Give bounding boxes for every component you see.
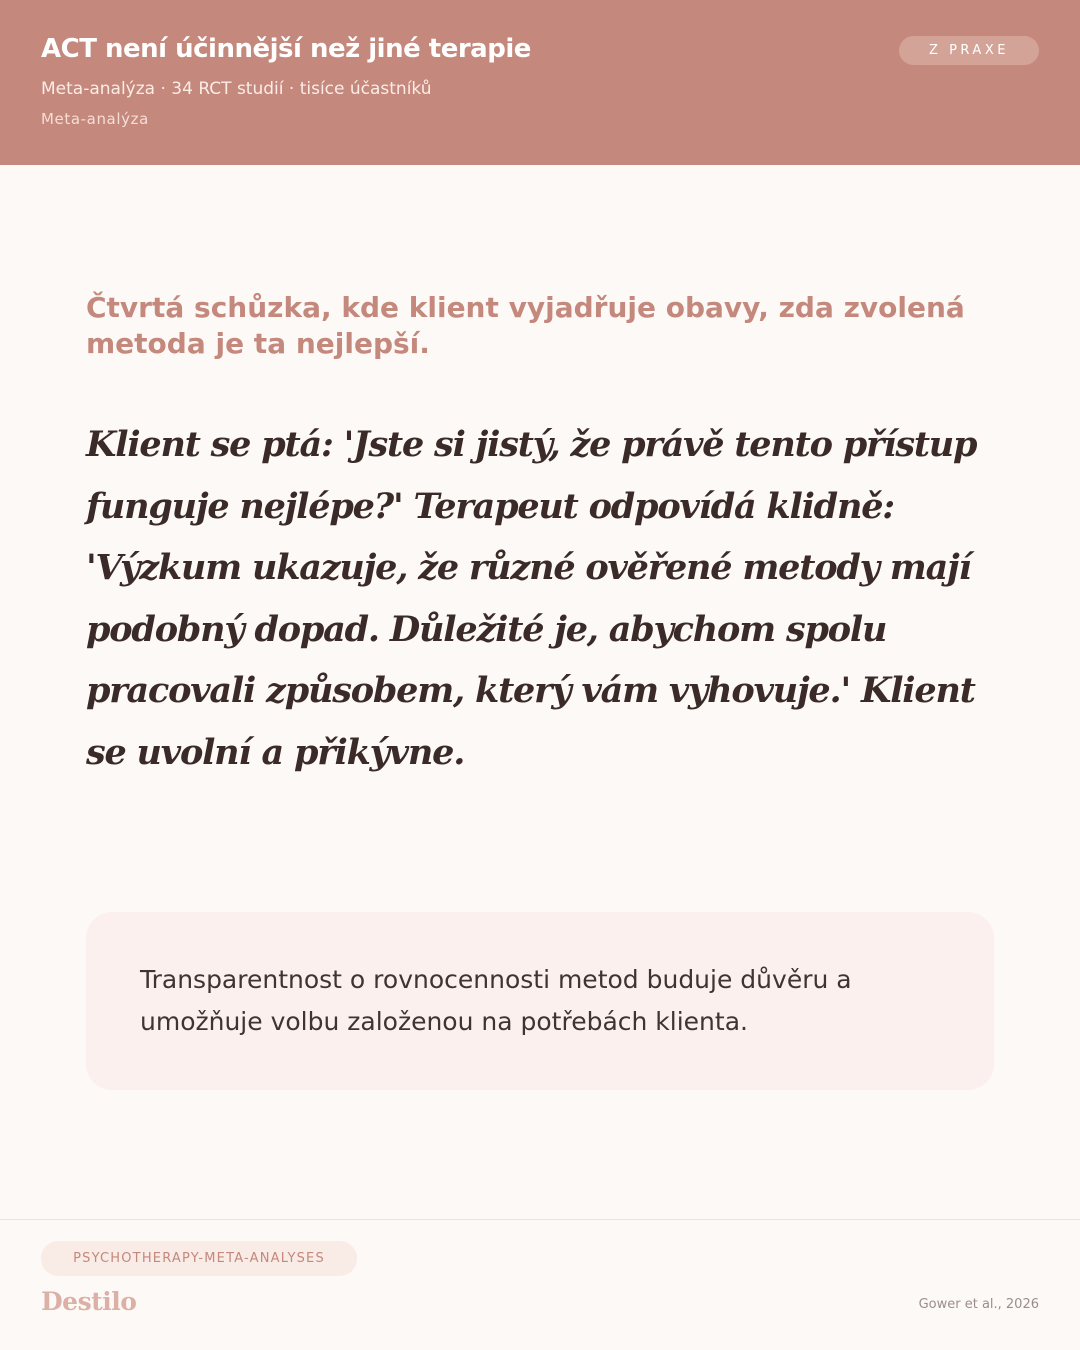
insight-card — [86, 912, 994, 1090]
scene-description: Čtvrtá schůzka, kde klient vyjadřuje obavy, zda zvolená metoda je ta nejlepší. — [86, 291, 965, 360]
page-subtitle: Meta-analýza · 34 RCT studií · tisíce účastníků — [41, 79, 432, 99]
header-banner — [0, 0, 1080, 165]
topic-badge: PSYCHOTHERAPY-META-ANALYSES — [41, 1241, 357, 1276]
brand-logo: Destilo — [41, 1287, 137, 1316]
page-title: ACT není účinnější než jiné terapie — [41, 34, 531, 64]
dialogue-quote: Klient se ptá: 'Jste si jistý, že právě tento přístup funguje nejlépe?' Terapeut odpovídá klidně: 'Výzkum ukazuje, že různé ověřené metody mají podobný dopad. Důležité je, abychom spolu pracovali způsobem, který vám vyhovuje.' Klient se uvolní a přikývne. — [86, 424, 977, 773]
footer-divider — [0, 1219, 1080, 1220]
category-label: Meta-analýza — [41, 110, 149, 128]
section-tag-badge: Z PRAXE — [899, 36, 1039, 65]
insight-text: Transparentnost o rovnocennosti metod buduje důvěru a umožňuje volbu založenou na potřebách klienta. — [140, 965, 852, 1036]
source-citation: Gower et al., 2026 — [918, 1297, 1039, 1312]
